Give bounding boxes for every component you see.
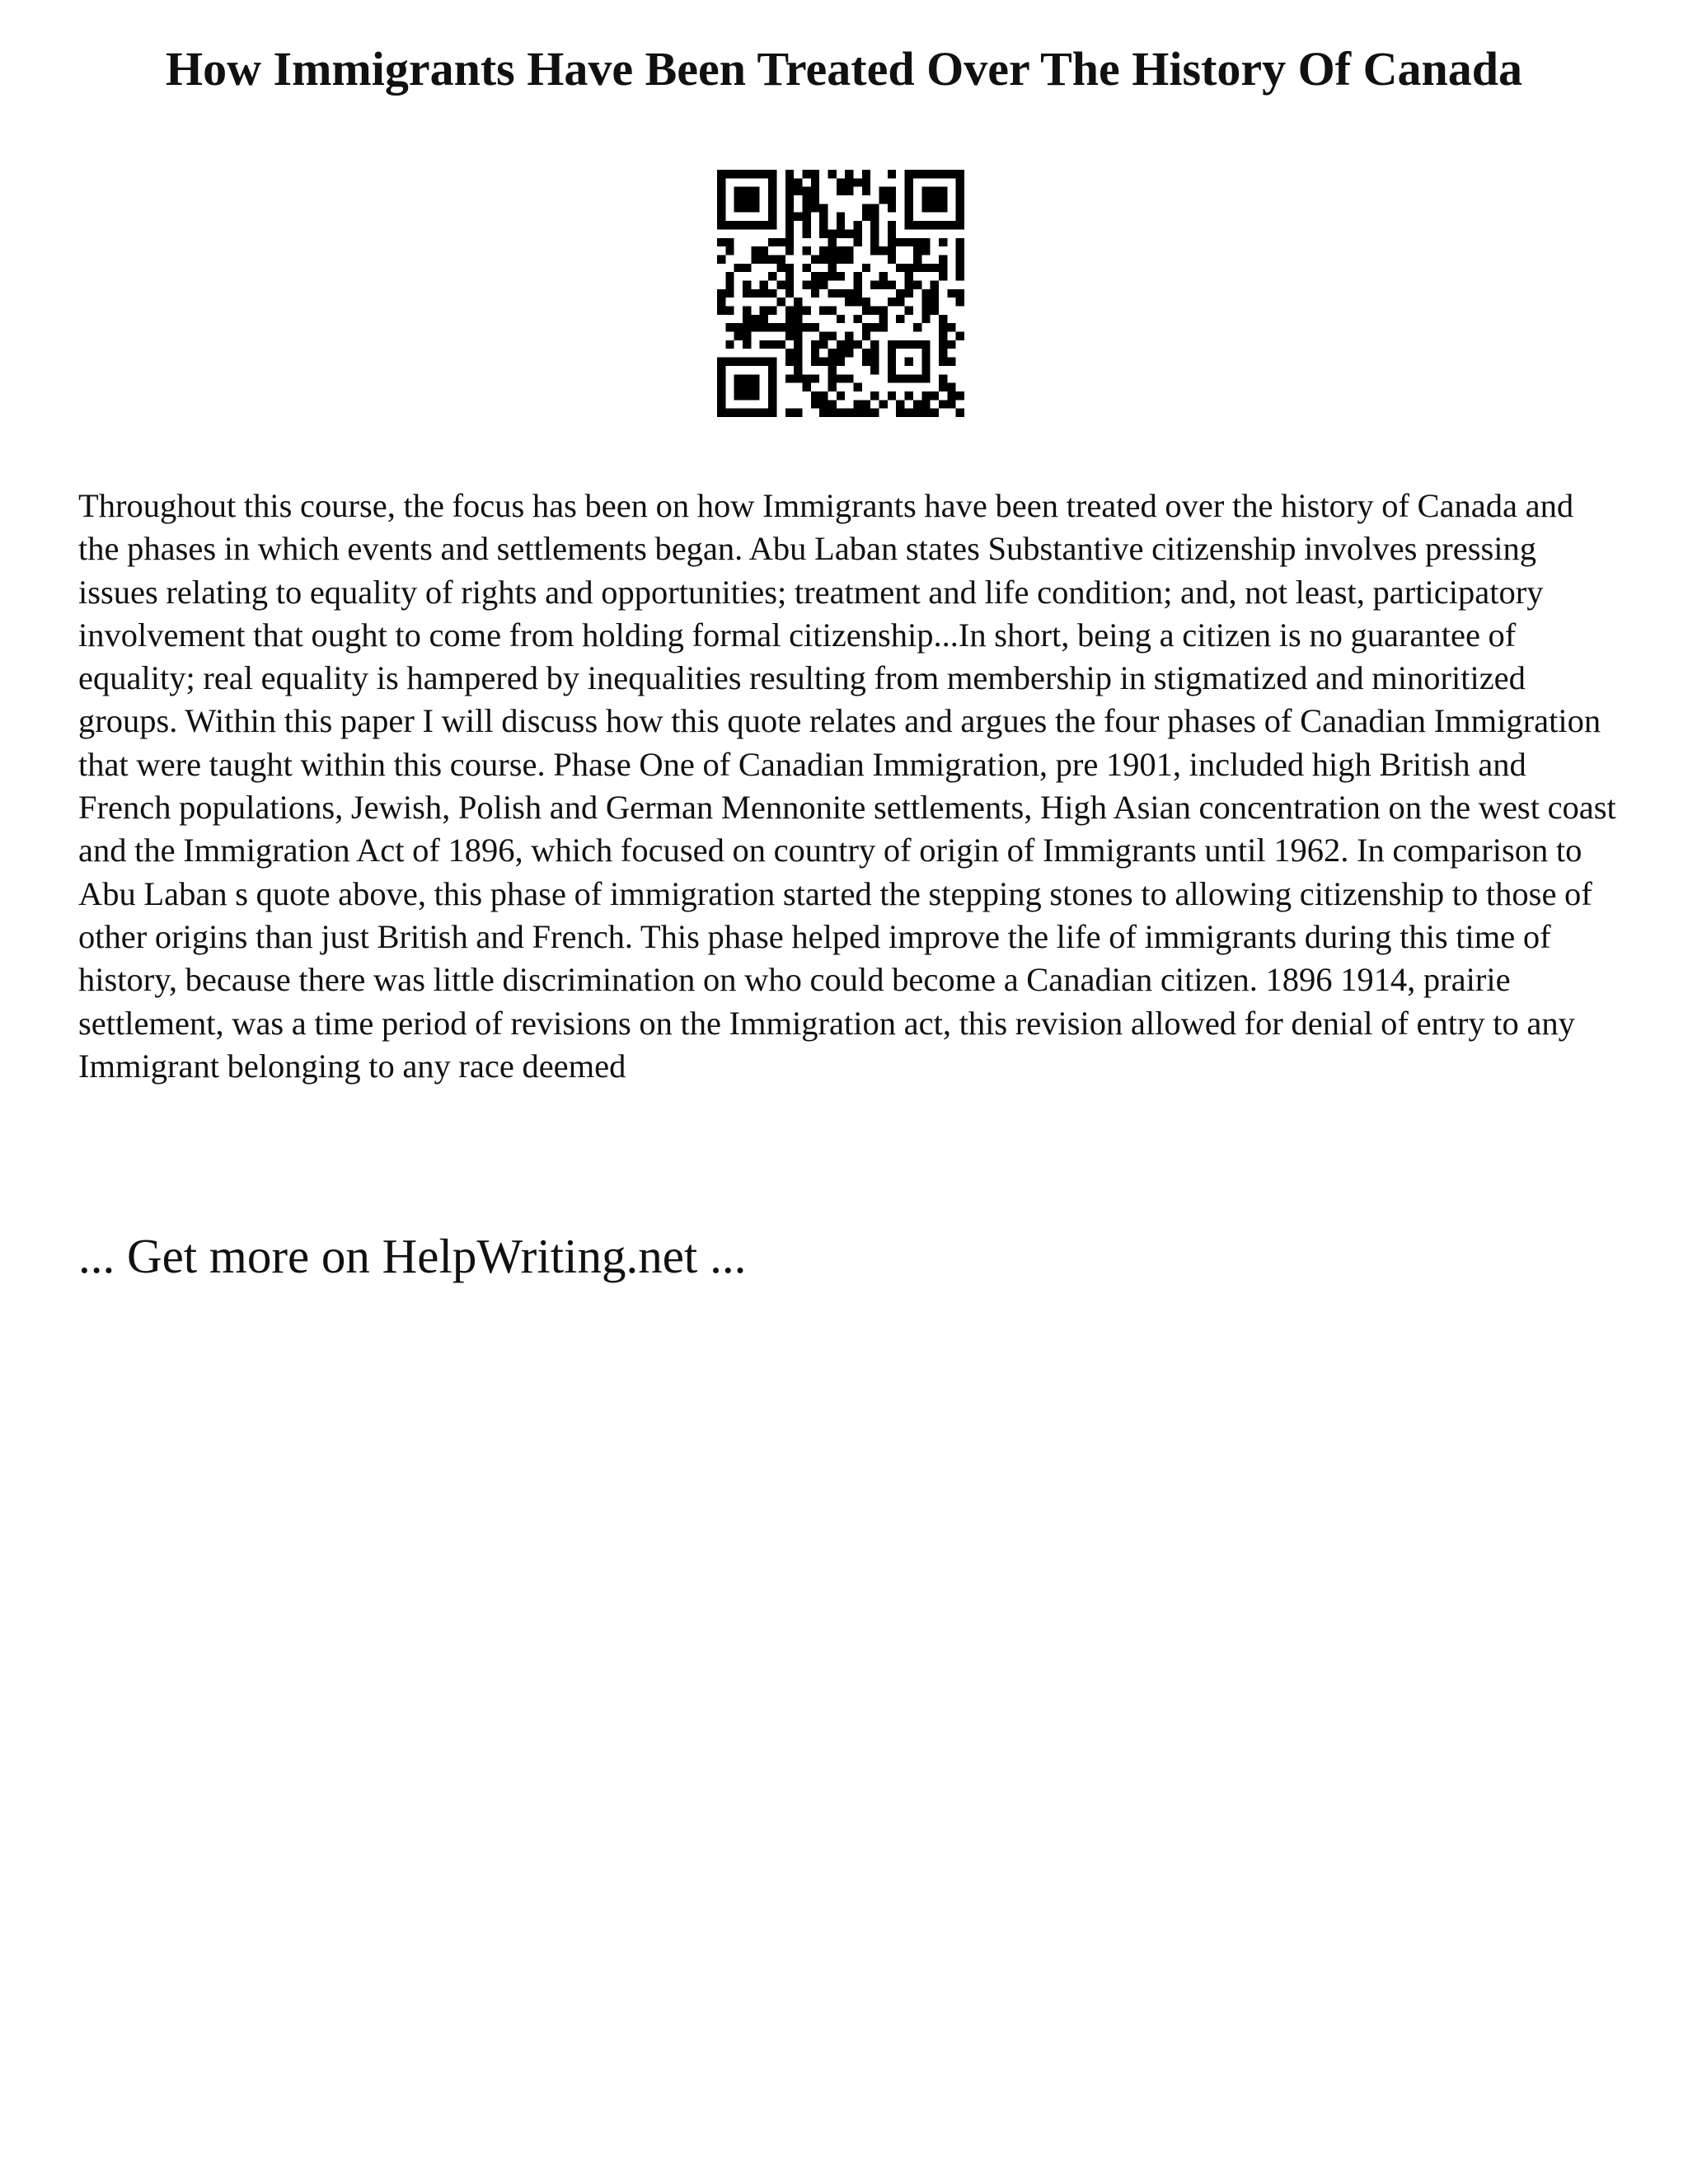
qr-code-icon[interactable] xyxy=(717,170,964,417)
qr-code-graphic xyxy=(717,170,964,417)
get-more-link[interactable]: ... Get more on HelpWriting.net ... xyxy=(78,1229,747,1283)
document-title: How Immigrants Have Been Treated Over The History Of Canada xyxy=(166,42,1522,96)
body-paragraph: Throughout this course, the focus has been on how Immigrants have been treated over the history of Canada and the phases in which events and settlements began. Abu Laban states Substantive citizenship involves pressing issues relating to equality of rights and opportunities; treatment and life condition; and, not least, participatory involvement that ought to come from holding formal citizenship...In short, being a citizen is no guarantee of equality; real equality is hampered by inequalities resulting from membership in stigmatized and minoritized groups. Within this paper I will discuss how this quote relates and argues the four phases of Canadian Immigration that were taught within this course. Phase One of Canadian Immigration, pre 1901, included high British and French populations, Jewish, Polish and German Mennonite settlements, High Asian concentration on the west coast and the Immigration Act of 1896, which focused on country of origin of Immigrants until 1962. In comparison to Abu Laban s quote above, this phase of immigration started the stepping stones to allowing citizenship to those of other origins than just British and French. This phase helped improve the life of immigrants during this time of history, because there was little discrimination on who could become a Canadian citizen. 1896 1914, prairie settlement, was a time period of revisions on the Immigration act, this revision allowed for denial of entry to any Immigrant belonging to any race deemed xyxy=(78,487,1616,1085)
